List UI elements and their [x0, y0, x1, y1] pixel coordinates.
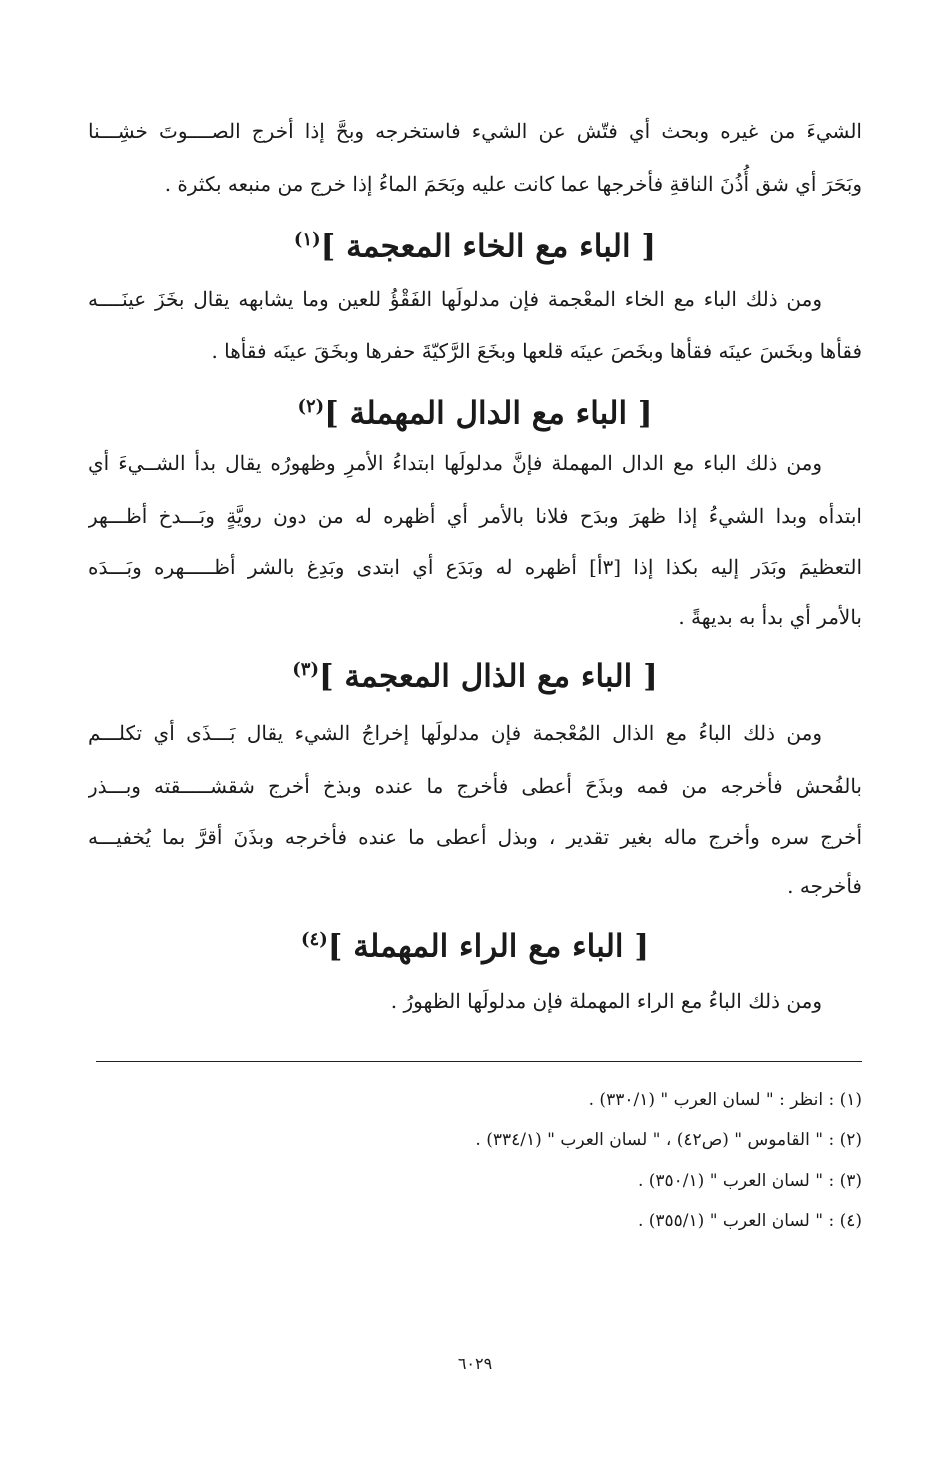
footnote: (٣) : " لسان العرب " (٣٥٠/١) .: [637, 1171, 862, 1191]
body-line: ومن ذلك الباءُ مع الذال المُعْجمة فإن مدلولَها إخراجُ الشيء يقال بَـــذَى أي تكلـــم: [88, 721, 822, 745]
body-line: بالفُحش فأخرجه من فمه وبذَحَ أعطى فأخرج ما عنده وبذخ أخرج شقشـــــقته وبـــذر: [88, 774, 862, 798]
footnote-ref: (٣): [292, 659, 319, 680]
body-line: وبَحَرَ أي شق أُذُنَ الناقةِ فأخرجها عما كانت عليه وبَحَمَ الماءُ إذا خرج من منبعه بكثرة .: [164, 172, 862, 196]
section-heading-text: [ الباء مع الخاء المعجمة ]: [320, 228, 657, 265]
page-number: ٦٠٢٩: [457, 1354, 493, 1373]
section-heading-text: [ الباء مع الراء المهملة ]: [327, 928, 649, 965]
footnote-ref: (٢): [297, 396, 325, 417]
body-line: فأخرجه .: [787, 874, 862, 898]
body-line: أخرج سره وأخرج ماله بغير تقدير ، وبذل أعطى ما عنده فأخرجه وبذَنَ أقرَّ بما يُخفيـــه: [88, 825, 862, 849]
footnote: (٤) : " لسان العرب " (٣٥٥/١) .: [637, 1211, 862, 1231]
body-line: الشيءَ من غيره وبحث أي فتّش عن الشيء فاستخرجه وبحَّ إذا أخرج الصــــوتَ خشِـــنا: [88, 119, 862, 143]
footnote: (١) : انظر : " لسان العرب " (٣٣٠/١) .: [588, 1090, 862, 1110]
section-heading: [0, 215, 950, 265]
footnote-ref: (١): [293, 229, 321, 250]
footnote-ref: (٤): [301, 929, 328, 950]
body-line: ومن ذلك الباء مع الدال المهملة فإنَّ مدلولَها ابتداءُ الأمرِ وظهورُه يقال بدأ الشــيءَ أي: [88, 451, 822, 475]
body-line: بالأمر أي بدأ به بديهةً .: [678, 605, 862, 629]
section-heading-text: [ الباء مع الذال المعجمة ]: [318, 658, 658, 695]
body-line: ابتدأه وبدا الشيءُ إذا ظهرَ وبدَح فلانا بالأمر أي أظهره له من دون رويَّةٍ وبَـــدخ أظـــهر: [88, 504, 862, 528]
footnote: (٢) : " القاموس " (ص٤٢) ، " لسان العرب " (٣٣٤/١) .: [475, 1130, 862, 1150]
footnote-divider: [96, 1061, 862, 1062]
body-line: ومن ذلك الباء مع الخاء المعْجمة فإن مدلولَها الفَقْؤُ للعين وما يشابهه يقال بخَزَ عينَــــه: [88, 287, 822, 311]
body-line: فقأها وبخَسَ عينَه فقأها وبخَصَ عينَه قلعها وبخَعَ الرَّكيّةَ حفرها وبخَقَ عينَه فقأها .: [211, 339, 862, 363]
section-heading: [0, 915, 950, 965]
section-heading: [0, 645, 950, 695]
section-heading-text: [ الباء مع الدال المهملة ]: [324, 395, 653, 432]
body-line: ومن ذلك الباءُ مع الراء المهملة فإن مدلولَها الظهورُ .: [390, 989, 822, 1013]
body-line: التعظيمَ وبَدَر إليه بكذا إذا [٣أ] أظهره له وبَدَع أي ابتدى وبَدِغ بالشر أظـــــهره وبَـــدَه: [88, 555, 862, 579]
section-heading: [0, 382, 950, 432]
